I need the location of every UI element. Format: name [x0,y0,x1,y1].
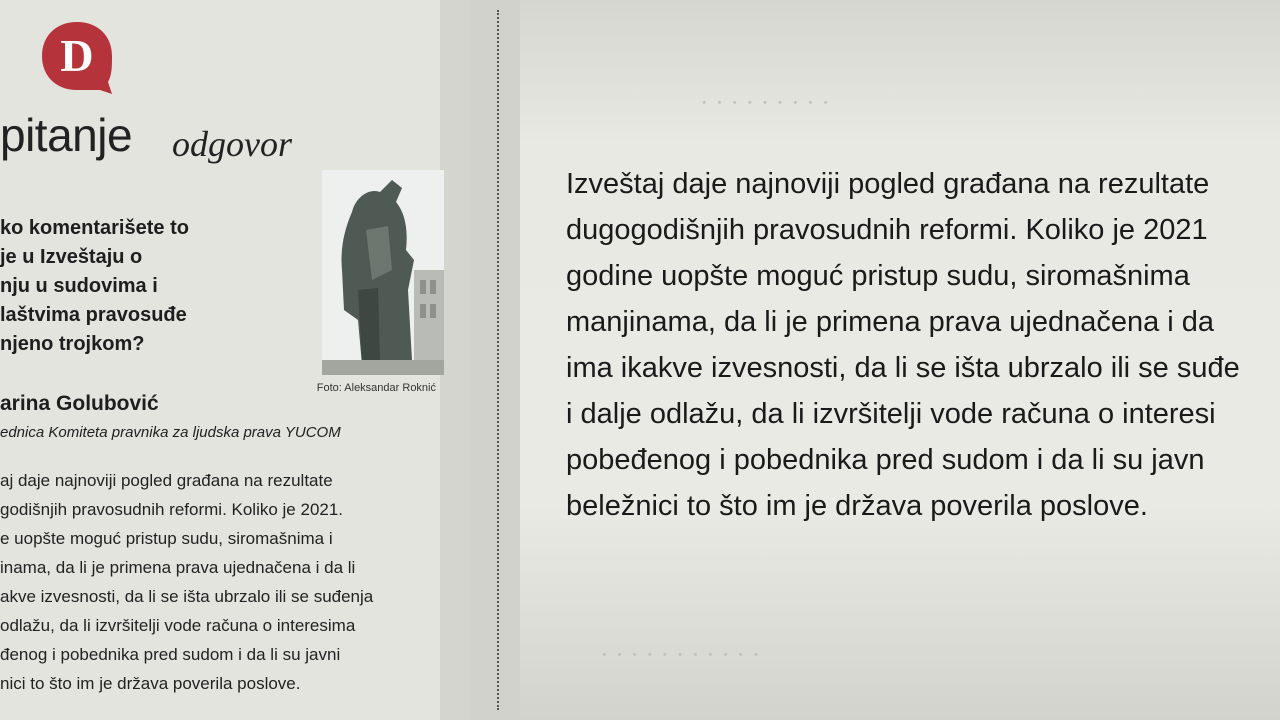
answer-line: aj daje najnoviji pogled građana na rezultate [0,471,333,490]
question-line: laštvima pravosuđe [0,304,187,326]
answer-line: inama, da li je primena prava ujednačena i da li [0,558,356,577]
question-line: nju u sudovima i [0,275,158,297]
logo-badge-icon [38,18,116,96]
answer-text-zoomed [566,161,1280,529]
answer-line: odlažu, da li izvršitelji vode računa o interesima [0,616,356,635]
zoomed-line: i dalje odlažu, da li izvršitelji vode računa o interesi [566,398,1216,430]
ghost-text: · · · · · · · · · [700,88,830,117]
zoomed-line: ima ikakve izvesnosti, da li se išta ubrzalo ili se suđe [566,352,1240,384]
zoomed-line: Izveštaj daje najnoviji pogled građana na rezultate [566,168,1210,200]
question-line: ko komentarišete to [0,217,189,239]
answer-line: godišnjih pravosudnih reformi. Koliko je 2021. [0,500,344,519]
answer-line: nici to što im je država poverila poslove. [0,674,301,693]
author-name: arina Golubović [0,392,159,415]
answer-text-small [0,466,440,698]
answer-line: akve izvesnosti, da li se išta ubrzalo ili se suđenja [0,587,374,606]
statue-photo [322,170,444,375]
zoomed-line: pobeđenog i pobednika pred sudom i da li su javn [566,444,1205,476]
question-line: je u Izveštaju o [0,246,143,268]
answer-line: e uopšte moguć pristup sudu, siromašnima i [0,529,333,548]
author-role: ednica Komiteta pravnika za ljudska prava YUCOM [0,424,341,441]
answer-line: đenog i pobednika pred sudom i da li su javni [0,645,341,664]
photo-credit: Foto: Aleksandar Roknić [316,382,436,394]
ghost-text: · · · · · · · · · · · [600,640,761,669]
magazine-logo [38,18,116,96]
zoomed-line: beležnici to što im je država poverila poslove. [566,490,1148,522]
zoomed-line: dugogodišnjih pravosudnih reformi. Koliko je 2021 [566,214,1208,246]
question-line: njeno trojkom? [0,333,145,355]
heading-odgovor: odgovor [172,124,292,164]
heading-pitanje: pitanje [0,109,133,161]
logo-letter: D [60,30,94,81]
dotted-divider [497,10,499,710]
zoomed-line: godine uopšte moguć pristup sudu, siromašnima [566,260,1190,292]
gutter-shadow [440,0,530,720]
question-text [0,214,300,359]
zoomed-line: manjinama, da li je primena prava ujednačena i da [566,306,1215,338]
